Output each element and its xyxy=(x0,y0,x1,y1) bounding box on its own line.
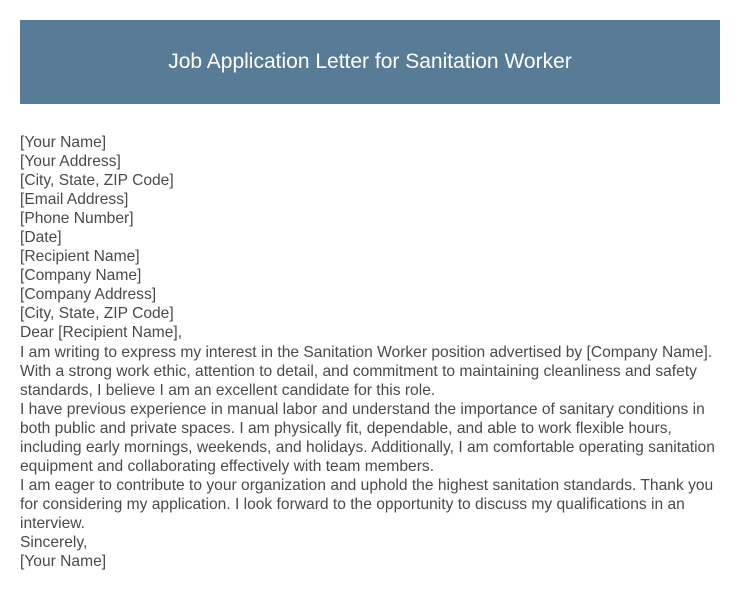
recipient-name: [Recipient Name] xyxy=(20,248,140,266)
title-banner xyxy=(20,20,720,104)
salutation: Dear [Recipient Name], xyxy=(20,324,183,342)
letter-body xyxy=(20,133,725,571)
sender-phone: [Phone Number] xyxy=(20,210,134,228)
letter-date: [Date] xyxy=(20,229,62,247)
page-title: Job Application Letter for Sanitation Worker xyxy=(168,50,572,73)
sender-address: [Your Address] xyxy=(20,153,121,171)
closing: Sincerely, xyxy=(20,533,88,551)
signature: [Your Name] xyxy=(20,553,107,571)
recipient-city-state-zip: [City, State, ZIP Code] xyxy=(20,305,174,323)
paragraph-closing: I am eager to contribute to your organization and uphold the highest sanitation standards. Thank you for considering my application. I look forward to the opportunity to discuss my qualifications in an interview. xyxy=(20,476,714,532)
paragraph-experience: I have previous experience in manual labor and understand the importance of sanitary conditions in both public and private spaces. I am physically fit, dependable, and able to work flexible hours, including early mornings, weekends, and holidays. Additionally, I am comfortable operating sanitation equipment and collaborating effectively with team members. xyxy=(20,400,715,475)
sender-name: [Your Name] xyxy=(20,134,107,151)
recipient-company: [Company Name] xyxy=(20,267,142,285)
sender-city-state-zip: [City, State, ZIP Code] xyxy=(20,172,174,190)
sender-email: [Email Address] xyxy=(20,191,129,209)
paragraph-intro: I am writing to express my interest in the Sanitation Worker position advertised by [Company Name]. With a strong work ethic, attention to detail, and commitment to maintaining cleanliness and safety standards, I believe I am an excellent candidate for this role. xyxy=(20,343,713,399)
recipient-company-address: [Company Address] xyxy=(20,286,157,304)
